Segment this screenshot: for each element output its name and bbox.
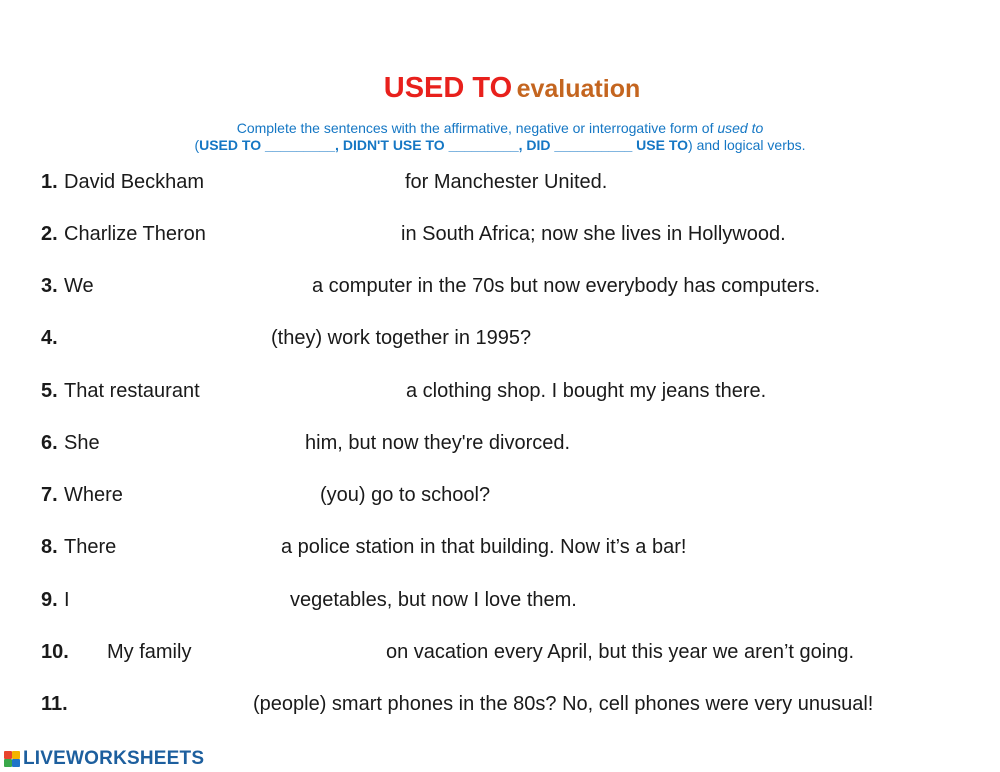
question-suffix: in South Africa; now she lives in Hollywood. — [401, 223, 786, 245]
question-prefix: Charlize Theron — [64, 223, 206, 245]
question-suffix: vegetables, but now I love them. — [290, 589, 577, 611]
answer-input-5[interactable] — [222, 376, 410, 404]
question-prefix: My family — [107, 641, 192, 663]
question-number: 8. — [41, 536, 58, 558]
question-number: 2. — [41, 223, 58, 245]
question-suffix: him, but now they're divorced. — [305, 432, 571, 454]
question-suffix: a police station in that building. Now it’s a bar! — [281, 536, 687, 558]
logo-square-red — [4, 751, 12, 759]
instructions-italic: used to — [717, 120, 764, 136]
answer-input-3[interactable] — [102, 271, 314, 299]
question-suffix: for Manchester United. — [405, 171, 608, 193]
logo-icon — [4, 751, 20, 767]
answer-input-7[interactable] — [134, 480, 322, 508]
question-prefix: Where — [64, 484, 123, 506]
question-number: 10. — [41, 641, 69, 663]
instructions-text: Complete the sentences with the affirmative, negative or interrogative form of — [236, 120, 718, 136]
question-prefix: She — [64, 432, 100, 454]
instructions-line-1 — [0, 120, 1000, 136]
answer-input-10[interactable] — [208, 637, 388, 665]
instructions-forms: USED TO _________, DIDN'T USE TO _________, DID __________ USE TO — [199, 137, 689, 153]
answer-input-2[interactable] — [230, 219, 404, 247]
question-suffix: a computer in the 70s but now everybody has computers. — [312, 275, 821, 297]
answer-input-1[interactable] — [226, 167, 408, 195]
question-suffix: (they) work together in 1995? — [271, 327, 532, 349]
question-number: 11. — [41, 693, 68, 715]
answer-input-6[interactable] — [108, 428, 308, 456]
instructions-line-2 — [0, 137, 1000, 153]
title-sub: evaluation — [516, 75, 641, 103]
question-suffix: (people) smart phones in the 80s? No, cell phones were very unusual! — [253, 693, 874, 715]
instructions-close: ) and logical verbs. — [688, 137, 806, 153]
question-suffix: a clothing shop. I bought my jeans there. — [406, 380, 767, 402]
instructions-open: ( — [194, 137, 200, 153]
question-suffix: on vacation every April, but this year we aren’t going. — [386, 641, 855, 663]
page-title — [0, 72, 1000, 105]
question-number: 5. — [41, 380, 58, 402]
title-main: USED TO — [383, 72, 513, 104]
question-prefix: That restaurant — [64, 380, 200, 402]
question-number: 6. — [41, 432, 58, 454]
logo-square-yellow — [12, 751, 20, 759]
question-number: 7. — [41, 484, 58, 506]
answer-input-4[interactable] — [64, 323, 274, 351]
liveworksheets-logo[interactable] — [4, 748, 204, 770]
question-prefix: We — [64, 275, 94, 297]
logo-text: LIVEWORKSHEETS — [23, 748, 205, 769]
question-number: 1. — [41, 171, 58, 193]
answer-input-11[interactable] — [78, 689, 256, 717]
question-prefix: David Beckham — [64, 171, 205, 193]
answer-input-9[interactable] — [74, 585, 292, 613]
question-prefix: There — [64, 536, 117, 558]
question-number: 3. — [41, 275, 58, 297]
question-prefix: I — [64, 589, 70, 611]
logo-square-blue — [12, 759, 20, 767]
question-number: 4. — [41, 327, 58, 349]
question-suffix: (you) go to school? — [320, 484, 491, 506]
answer-input-8[interactable] — [126, 532, 284, 560]
logo-square-green — [4, 759, 12, 767]
question-number: 9. — [41, 589, 58, 611]
